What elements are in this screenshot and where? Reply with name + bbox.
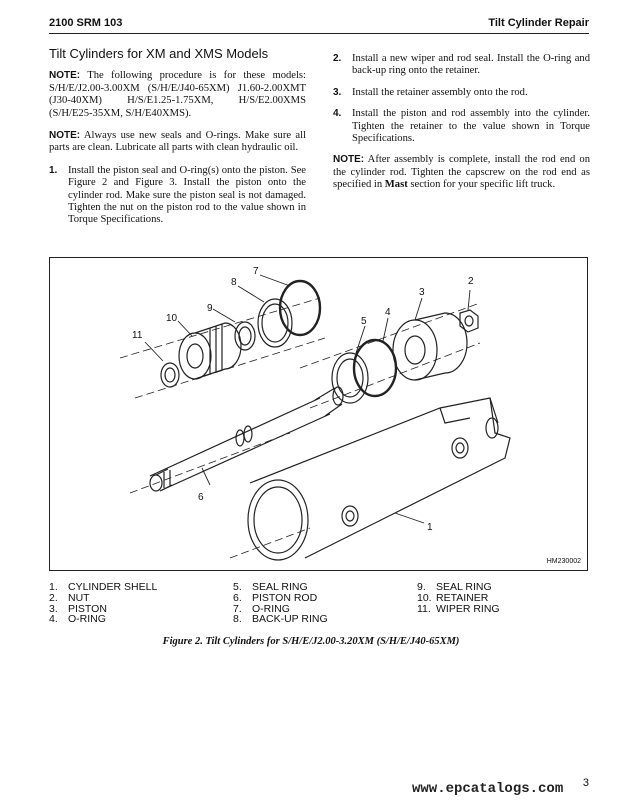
legend-label: O-RING (252, 602, 290, 615)
legend-number: 2. (49, 591, 58, 604)
legend-item (233, 593, 328, 604)
legend-item (49, 593, 157, 604)
note-label: NOTE: (49, 70, 81, 82)
steps-list-right (333, 53, 590, 145)
legend-label: BACK-UP RING (252, 613, 328, 626)
legend-item (49, 614, 157, 625)
legend-column-2 (233, 582, 328, 625)
note-label: NOTE: (333, 154, 365, 166)
legend-number: 7. (233, 602, 242, 615)
page-number: 3 (582, 777, 589, 789)
legend-column-3 (417, 582, 500, 614)
legend-item (49, 582, 157, 593)
step-text: Install the piston seal and O-ring(s) onto the piston. See Figure 2 and Figure 3. Install the piston onto the cylinder rod. Make sure the piston seal is not damaged. Tighten the nut on the piston rod to the value shown in Torque Specifications. (68, 164, 306, 226)
note-text: Always use new seals and O-rings. Make sure all parts are clean. Lubricate all parts with clean hydraulic oil. (49, 130, 306, 154)
legend-label: RETAINER (436, 591, 489, 604)
leader-lines (145, 275, 470, 523)
note-text: After assembly is complete, install the rod end on the cylinder rod. Tighten the capscrew on the rod end as specified in (333, 154, 590, 191)
legend-label: SEAL RING (436, 581, 492, 593)
callout-11: 11 (132, 330, 143, 341)
callout-1: 1 (427, 522, 433, 533)
o-ring-4-part (354, 340, 396, 396)
legend-number: 8. (233, 613, 242, 626)
piston-rod-part (150, 387, 343, 491)
step-3 (333, 87, 590, 99)
backup-ring-part (258, 299, 292, 347)
seal-ring-5-part (332, 353, 368, 403)
legend-number: 10. (417, 591, 432, 604)
watermark-link[interactable]: www.epcatalogs.com (412, 781, 564, 797)
figure-frame (49, 257, 588, 571)
callout-9: 9 (207, 303, 213, 314)
legend-label: PISTON (68, 602, 107, 615)
legend-number: 11. (417, 602, 431, 615)
callout-5: 5 (361, 316, 367, 327)
figure-caption: Figure 2. Tilt Cylinders for S/H/E/J2.00-3.20XM (S/H/E/J40-65XM) (162, 636, 460, 647)
step-text: Install the piston and rod assembly into the cylinder. Tighten the retainer to the value shown in Torque Specifications. (352, 108, 590, 145)
legend-number: 9. (417, 581, 426, 593)
callout-labels (132, 266, 474, 533)
legend-number: 5. (233, 581, 242, 593)
legend-label: WIPER RING (436, 602, 500, 615)
callout-8: 8 (231, 277, 237, 288)
step-text: Install the retainer assembly onto the rod. (352, 86, 528, 98)
legend-column-1 (49, 582, 157, 625)
cylinder-shell-part (248, 398, 510, 560)
header-rule (49, 33, 589, 34)
note-text: section for your specific lift truck. (407, 179, 556, 191)
left-column (49, 48, 306, 236)
legend-label: NUT (68, 591, 90, 604)
right-column (333, 53, 590, 202)
note-label: NOTE: (49, 130, 81, 142)
note-models (49, 70, 306, 120)
note-bold-term: Mast (384, 179, 408, 191)
header-section-title: Tilt Cylinder Repair (488, 17, 589, 29)
section-title: Tilt Cylinders for XM and XMS Models (49, 46, 269, 61)
step-number: 3. (333, 86, 342, 98)
legend-label: SEAL RING (252, 581, 308, 593)
legend-number: 1. (49, 581, 58, 593)
header-doc-id: 2100 SRM 103 (49, 17, 123, 29)
callout-3: 3 (419, 287, 425, 298)
callout-10: 10 (166, 313, 178, 324)
step-2 (333, 53, 590, 78)
callout-2: 2 (468, 276, 474, 287)
step-1 (49, 165, 306, 227)
step-number: 4. (333, 108, 342, 120)
nut-part (460, 310, 478, 332)
legend-number: 3. (49, 602, 58, 615)
step-number: 2. (333, 53, 342, 64)
callout-7: 7 (253, 266, 259, 277)
legend-item (417, 593, 500, 604)
note-text: The following procedure is for these models: S/H/E/J2.00-3.00XM (S/H/E/J40-65XM) J1.60-2.00XMT (J30-40XM) H/S/E1.25-1.75XM, H/S/E2.00XMS (S/H/E25-35XM, S/H/E40XMS). (49, 70, 306, 119)
exploded-view-diagram (50, 258, 586, 569)
note-seals (49, 130, 306, 155)
note-assembly (333, 154, 590, 191)
piston-part (393, 313, 467, 380)
step-4 (333, 108, 590, 145)
wiper-ring-part (161, 363, 179, 387)
callout-6: 6 (198, 492, 204, 503)
legend-item (233, 614, 328, 625)
figure-code: HM230002 (546, 558, 581, 565)
step-number: 1. (49, 164, 58, 176)
legend-number: 6. (233, 591, 242, 604)
legend-label: PISTON ROD (252, 591, 318, 604)
step-text: Install a new wiper and rod seal. Install the O-ring and back-up ring onto the retainer. (352, 53, 590, 77)
legend-label: O-RING (68, 613, 106, 626)
legend-item (417, 604, 500, 615)
legend-number: 4. (49, 613, 58, 626)
steps-list-left (49, 165, 306, 227)
seal-ring-part (235, 322, 255, 350)
legend-label: CYLINDER SHELL (68, 581, 158, 593)
callout-4: 4 (385, 307, 391, 318)
